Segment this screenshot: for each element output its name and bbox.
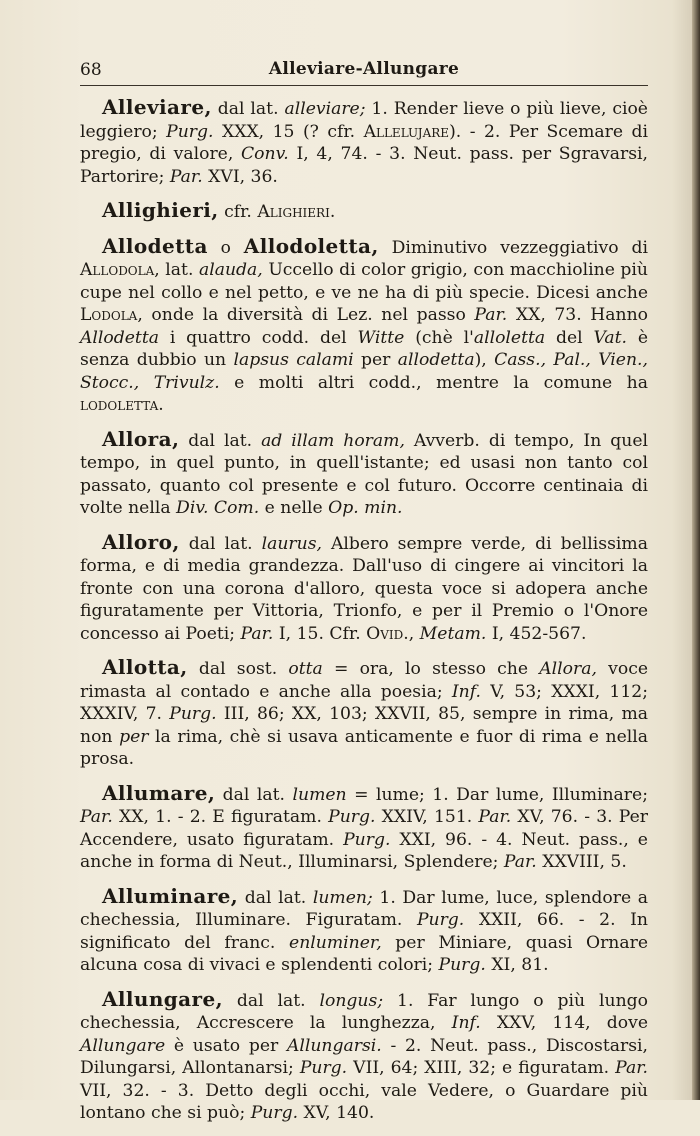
entry-italic: Par. <box>615 1058 648 1078</box>
entry-text: Albero sempre verde, di bellissima forma, e di media grandezza. Dall'uso di cingere ai vincitori la fronte con una corona d'alloro, questa voce si adopera anche figuratamente per Vittoria, Trionfo, e per il Premio o l'Onore concesso ai Poeti; <box>80 533 648 644</box>
entry-italic: Allodetta <box>80 327 159 348</box>
entry-italic: Div. Com. <box>176 498 260 518</box>
entry-text: XXII, 66. - 2. In significato del franc. <box>80 910 648 953</box>
running-title: Alleviare-Allungare <box>268 59 460 79</box>
cross-reference: Lodola <box>80 305 138 325</box>
entry-text: ), <box>474 350 495 370</box>
entry-text: e molti altri codd., mentre la comune ha <box>219 372 648 393</box>
entry-italic: Inf. <box>451 1013 481 1033</box>
entry-italic: Par. <box>80 807 113 827</box>
entry-italic: Purg. <box>299 1058 348 1078</box>
lemma: Allotta, <box>102 655 188 679</box>
entry-italic: lumen; <box>312 887 373 908</box>
entry-text: XV, 76. - 3. Per Accendere, usato figuratam. <box>80 807 648 850</box>
entry-text: , onde la diversità di Lez. nel passo <box>137 305 475 325</box>
lemma-variant: Allodoletta, <box>243 233 379 258</box>
entry-italic: laurus, <box>261 533 322 554</box>
entry-text: XXIV, 151. <box>375 807 479 827</box>
entry-text: dal lat. <box>211 99 285 119</box>
entry-text: Uccello di color grigio, con macchioline più cupe nel collo e nel petto, e ve ne ha di più specie. Dicesi anche <box>80 260 648 303</box>
entry-text: I, 15. Cfr. <box>273 623 367 644</box>
entry-text: = lume; 1. Dar lume, Illuminare; <box>346 784 648 805</box>
entry-italic: Par. <box>240 623 274 644</box>
entry-text: voce rimasta al contado e anche alla poesia; <box>80 659 648 702</box>
entry-text: dal sost. <box>187 659 289 679</box>
entry-text: 1. Dar lume, luce, splendore a chechessia, Illuminare. Figuratam. <box>80 887 648 930</box>
entry-text: = ora, lo stesso che <box>322 659 540 679</box>
entry-italic: Par. <box>474 305 508 325</box>
lemma: Allungare, <box>102 986 223 1011</box>
cross-reference: Allodola <box>80 260 155 280</box>
entry-text: (chè l' <box>404 327 474 348</box>
entry-text: cfr. <box>218 202 258 222</box>
entry-italic: Vat. <box>593 327 627 348</box>
entry-text: la rima, chè si usava anticamente e fuor di rima e nella prosa. <box>80 726 649 769</box>
entry-text: Diminutivo vezzeggiativo di <box>378 237 649 258</box>
entry-italic: otta <box>288 659 323 679</box>
entry-italic: enluminer, <box>289 932 382 953</box>
lemma: Alluminare, <box>102 883 239 908</box>
entry-italic: Allora, <box>539 659 597 679</box>
lemma: Allora, <box>102 426 180 451</box>
entry-text: V, 53; XXXI, 112; XXXIV, 7. <box>80 681 648 724</box>
entry-text: . <box>158 395 164 415</box>
entry-italic: Purg. <box>416 910 465 930</box>
entry-allungare <box>80 988 648 1125</box>
entry-italic: Witte <box>357 327 405 348</box>
lemma-conjunction: o <box>207 237 244 258</box>
entry-italic: Purg. <box>250 1103 299 1123</box>
entry-italic: alauda, <box>198 260 263 280</box>
entry-text: XI, 81. <box>485 955 549 975</box>
dictionary-body <box>80 96 648 1136</box>
entry-italic: Purg. <box>328 807 376 827</box>
lemma: Allighieri, <box>102 198 219 222</box>
entry-italic: Purg. <box>166 121 214 142</box>
book-spine-edge <box>692 0 700 1100</box>
cross-reference: Alighieri <box>257 202 330 222</box>
entry-italic: ad illam horam, <box>261 430 405 451</box>
entry-text: Avverb. di tempo, In quel tempo, in quel punto, in quell'istante; ed usasi non tanto col passato, quanto col presente e col futuro. Occorre centinaia di volte nella <box>80 430 648 518</box>
entry-text: dal lat. <box>222 990 320 1011</box>
entry-italic: Conv. <box>241 144 289 164</box>
entry-text: XX, 1. - 2. E figuratam. <box>112 807 329 827</box>
entry-italic: Purg. <box>343 829 391 850</box>
entry-text: XXVIII, 5. <box>536 852 627 872</box>
entry-text: - 2. Neut. pass., Discostarsi, Dilungarsi, Allontanarsi; <box>80 1035 648 1078</box>
cross-reference: lodoletta <box>80 395 159 415</box>
entry-text: , <box>408 623 420 644</box>
entry-text: dal lat. <box>179 533 262 554</box>
entry-italic: Cass., Pal., Vien., Stocc., Trivulz. <box>80 350 648 393</box>
entry-text: I, 4, 74. - 3. Neut. pass. per Sgravarsi, Partorire; <box>80 144 649 187</box>
entry-italic: allodetta <box>397 350 475 370</box>
entry-text: XVI, 36. <box>202 166 278 187</box>
entry-text: 1. Render lieve o più lieve, cioè leggiero; <box>80 99 648 142</box>
entry-italic: Allungare <box>80 1035 166 1056</box>
entry-italic: Par. <box>169 166 203 187</box>
entry-italic: Purg. <box>169 704 217 724</box>
entry-text: , lat. <box>154 260 199 280</box>
lemma: Allumare, <box>102 780 216 805</box>
page-number: 68 <box>80 60 102 80</box>
entry-text: dal lat. <box>238 887 313 908</box>
entry-allora <box>80 428 648 520</box>
entry-text: del <box>545 327 594 348</box>
entry-text: e nelle <box>259 498 329 518</box>
entry-italic: Par. <box>478 807 512 827</box>
entry-italic: Op. min. <box>328 498 403 518</box>
entry-text: per Miniare, quasi Ornare alcuna cosa di vivaci e splendenti colori; <box>80 932 648 975</box>
entry-text: 1. Far lungo o più lungo chechessia, Accrescere la lunghezza, <box>80 990 648 1033</box>
entry-text: XXI, 96. - 4. Neut. pass., e anche in forma di Neut., Illuminarsi, Splendere; <box>80 829 648 872</box>
entry-allotta <box>80 656 648 771</box>
entry-text: ). - 2. Per Scemare di pregio, di valore, <box>80 121 648 164</box>
cross-reference: Allelujare <box>363 121 450 142</box>
entry-italic: Metam. <box>419 623 487 644</box>
entry-text: è senza dubbio un <box>80 327 648 370</box>
header-rule <box>80 85 648 86</box>
entry-text: III, 86; XX, 103; XXVII, 85, sempre in rima, ma non <box>80 704 648 747</box>
entry-italic: alloletta <box>473 327 546 348</box>
entry-text: per <box>353 350 398 370</box>
entry-allumare <box>80 782 648 874</box>
entry-text: XV, 140. <box>298 1103 375 1123</box>
entry-text: . <box>329 202 336 222</box>
lemma: Alleviare, <box>102 95 212 119</box>
entry-text: i quattro codd. del <box>159 327 358 348</box>
cross-reference: Ovid. <box>366 623 409 644</box>
entry-text: è usato per <box>165 1035 287 1056</box>
entry-italic: Inf. <box>451 681 481 702</box>
lemma: Allodetta <box>102 233 208 258</box>
entry-allodetta <box>80 235 648 417</box>
entry-italic: Par. <box>503 852 537 872</box>
entry-italic: lumen <box>292 784 347 805</box>
entry-text: I, 452-567. <box>486 623 587 644</box>
entry-text: XX, 73. Hanno <box>507 305 648 325</box>
entry-alloro <box>80 531 648 646</box>
entry-text: XXV, 114, dove <box>480 1013 648 1033</box>
entry-italic: Purg. <box>438 955 486 975</box>
entry-alluminare <box>80 885 648 977</box>
entry-italic: per <box>119 726 149 747</box>
entry-allighieri <box>80 199 648 224</box>
entry-italic: longus; <box>319 990 384 1011</box>
entry-text: VII, 32. - 3. Detto degli occhi, vale Vedere, o Guardare più lontano che si può; <box>80 1080 648 1123</box>
lemma: Alloro, <box>102 529 180 554</box>
entry-italic: lapsus calami <box>233 350 354 370</box>
entry-text: XXX, 15 (? cfr. <box>213 121 364 142</box>
entry-text: dal lat. <box>215 784 293 805</box>
entry-italic: Allungarsi. <box>286 1035 382 1056</box>
entry-text: dal lat. <box>179 430 262 451</box>
entry-text: VII, 64; XIII, 32; e figuratam. <box>347 1058 616 1078</box>
page-header <box>80 58 648 88</box>
entry-italic: alleviare; <box>284 99 366 119</box>
entry-alleviare <box>80 96 648 188</box>
